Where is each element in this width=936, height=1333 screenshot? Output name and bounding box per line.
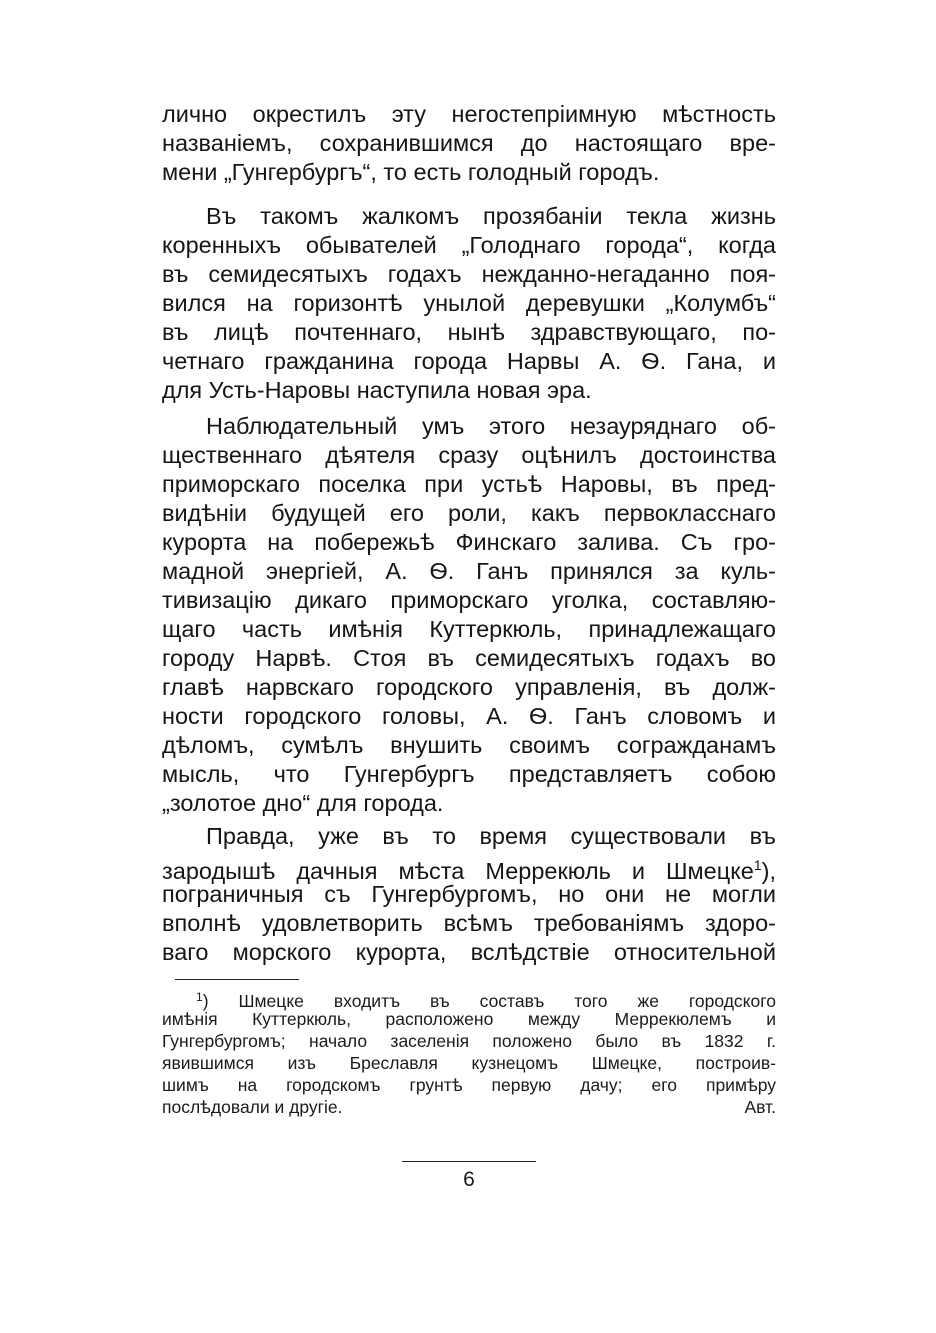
footnote-line: шимъ на городскомъ грунтѣ первую дачу; его примѣру [162, 1075, 776, 1095]
text-line: Наблюдательный умъ этого незауряднаго об- [206, 413, 776, 439]
paragraph-2 [162, 202, 776, 405]
footnote-line: имѣнія Куттеркюль, расположено между Меррекюлемъ и [162, 1009, 776, 1029]
text-line: видѣніи будущей его роли, какъ первокласснаго [162, 500, 776, 526]
footnote-line [162, 986, 776, 1011]
footnote [162, 986, 776, 1118]
footnote-divider [175, 979, 299, 980]
text-line: коренныхъ обывателей „Голоднаго города“, когда [162, 232, 776, 258]
text-line: вполнѣ удовлетворить всѣмъ требованіямъ здоро- [162, 910, 776, 936]
text-line: курорта на побережьѣ Финскаго залива. Съ гро- [162, 529, 776, 555]
paragraph-4 [162, 822, 776, 967]
text-line: городу Нарвѣ. Стоя въ семидесятыхъ годахъ во [162, 645, 776, 671]
paragraph-1 [162, 100, 776, 187]
text-line: щественнаго дѣятеля сразу оцѣнилъ достоинства [162, 442, 776, 468]
text-line: щаго часть имѣнія Куттеркюль, принадлежащаго [162, 616, 776, 642]
text-line: мени „Гунгербургъ“, то есть голодный городъ. [162, 159, 660, 185]
footnote-text: послѣдовали и другіе. [162, 1097, 343, 1117]
text-line: четнаго гражданина города Нарвы А. Ѳ. Гана, и [162, 348, 776, 374]
footnote-reference[interactable]: 1 [753, 857, 762, 873]
text-line: лично окрестилъ эту негостепріимную мѣстность [162, 101, 776, 127]
text-line: ности городского головы, А. Ѳ. Ганъ словомъ и [162, 703, 776, 729]
text-segment: зародышѣ дачныя мѣста Меррекюль и Шмецке [162, 858, 754, 884]
text-line: Въ такомъ жалкомъ прозябаніи текла жизнь [206, 203, 776, 229]
text-line: ваго морского курорта, вслѣдствіе относительной [162, 939, 776, 965]
footnote-line: Гунгербургомъ; начало заселенія положено было въ 1832 г. [162, 1031, 776, 1051]
page-number-divider [402, 1161, 536, 1162]
text-line: дѣломъ, сумѣлъ внушить своимъ согражданамъ [162, 732, 776, 758]
text-line: въ лицѣ почтеннаго, нынѣ здравствующаго, по- [162, 319, 776, 345]
text-line: мадной энергіей, А. Ѳ. Ганъ принялся за куль- [162, 558, 776, 584]
footnote-line: явившимся изъ Бреславля кузнецомъ Шмецке, построив- [162, 1053, 776, 1073]
footnote-last-line [162, 1096, 776, 1118]
footnote-signature: Авт. [744, 1097, 776, 1117]
text-line: „золотое дно“ для города. [162, 790, 444, 816]
text-line: названіемъ, сохранившимся до настоящаго вре- [162, 130, 776, 156]
text-line: для Усть-Наровы наступила новая эра. [162, 377, 592, 403]
text-line: пограничныя съ Гунгербургомъ, но они не могли [162, 881, 776, 907]
footnote-marker: 1 [196, 990, 203, 1004]
text-line: Правда, уже въ то время существовали въ [206, 823, 776, 849]
text-segment: ), [761, 858, 776, 884]
text-line: въ семидесятыхъ годахъ нежданно-негаданно поя- [162, 261, 776, 287]
paragraph-3 [162, 412, 776, 818]
page-number: 6 [463, 1168, 475, 1191]
text-line: вился на горизонтѣ унылой деревушки „Колумбъ“ [162, 290, 776, 316]
footnote-text: ) Шмецке входитъ въ составъ того же городского [202, 991, 776, 1011]
text-line: тивизацію дикаго приморскаго уголка, составляю- [162, 587, 776, 613]
text-line-with-footnote-ref [162, 851, 776, 884]
text-line: главѣ нарвскаго городского управленія, въ долж- [162, 674, 776, 700]
text-line: мысль, что Гунгербургъ представляетъ собою [162, 761, 776, 787]
text-line: приморскаго поселка при устьѣ Наровы, въ пред- [162, 471, 776, 497]
